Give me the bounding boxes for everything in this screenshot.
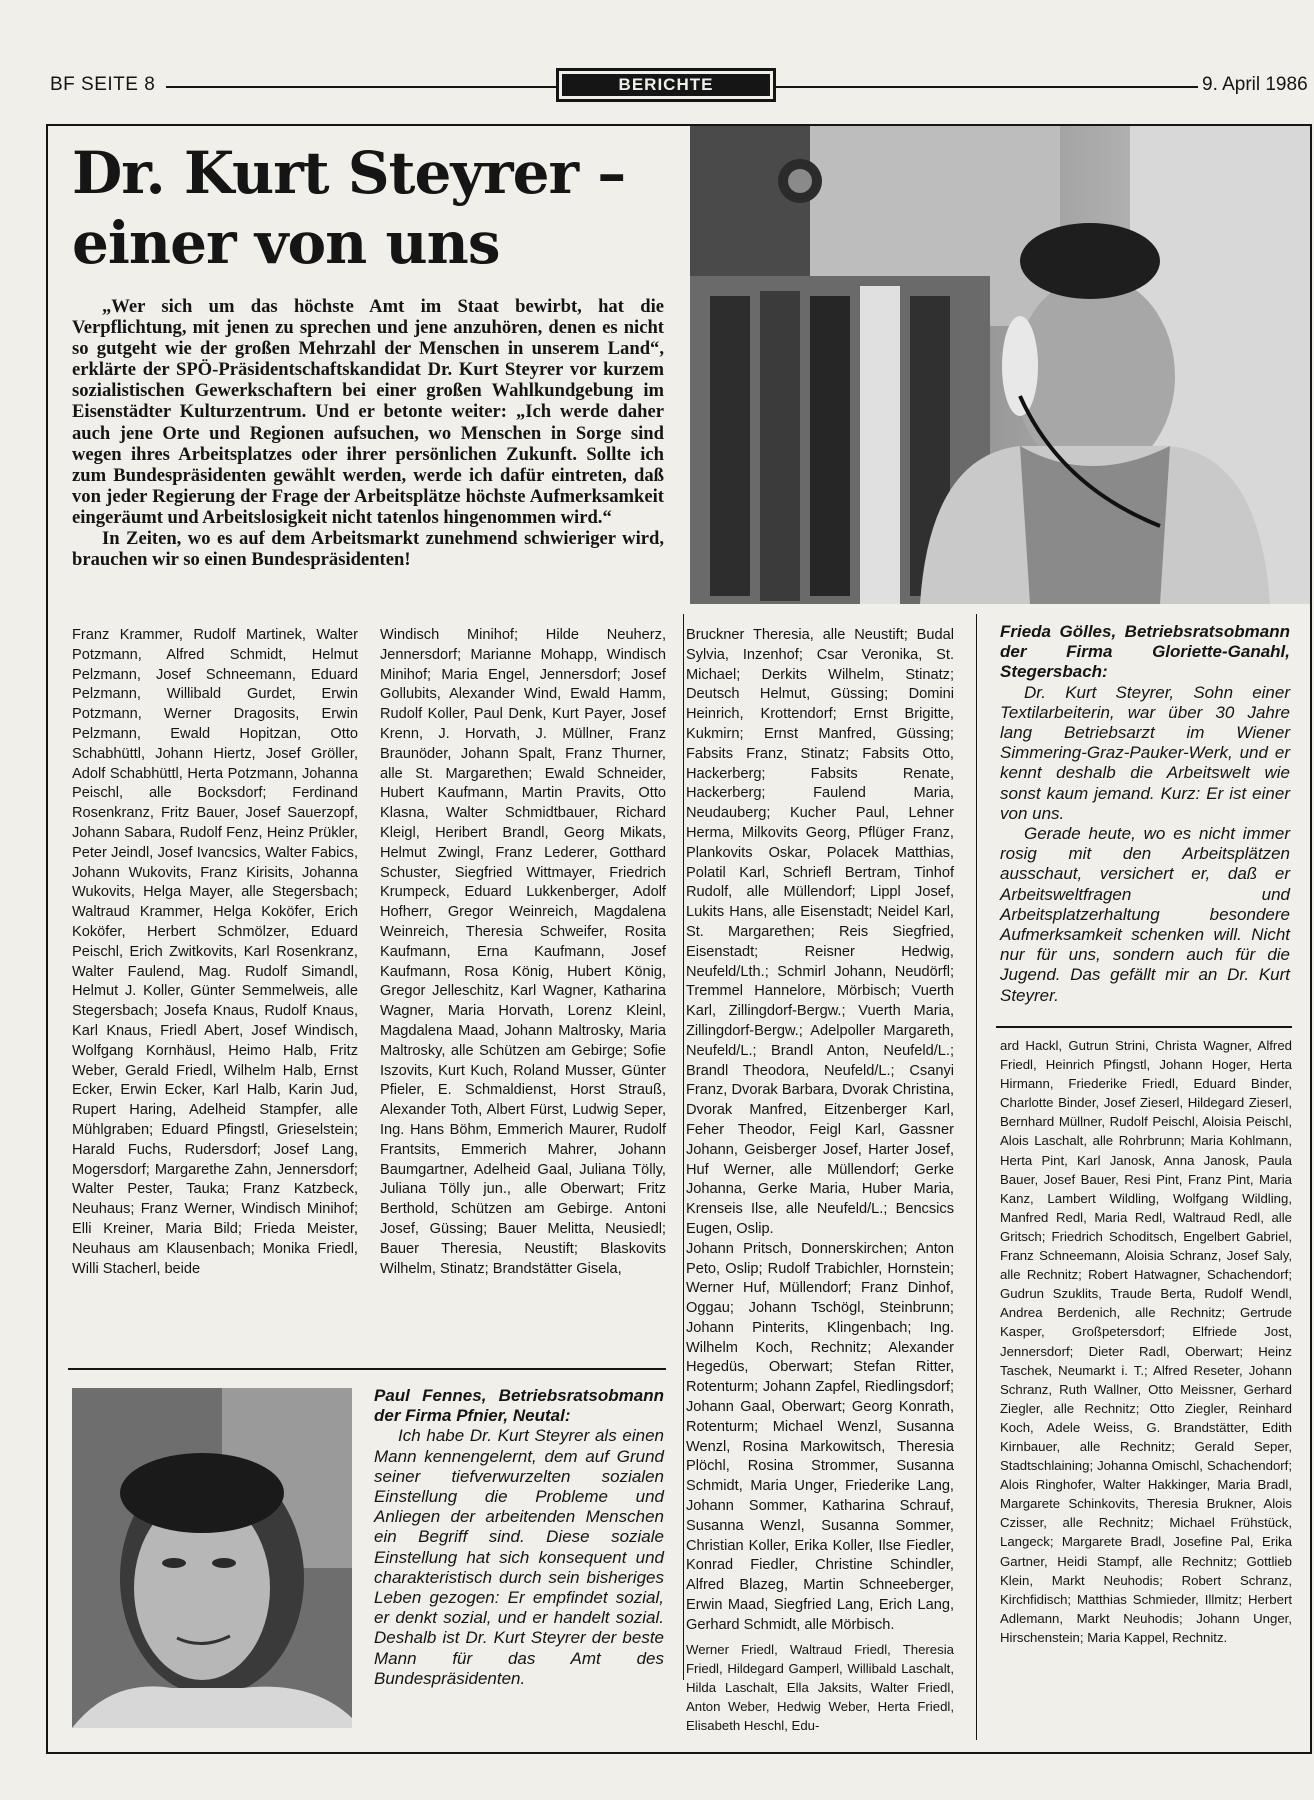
page-header	[0, 64, 1314, 110]
name-list-col-4: ard Hackl, Gutrun Strini, Christa Wagner, Alfred Friedl, Heinrich Pfingstl, Johann Hoger, Herta Hirmann, Friederike Friedl, Eduard Binder, Charlotte Binder, Josef Zieserl, Hildegard Zieserl, Bernhard Müllner, Rudolf Peischl, Aloisia Peischl, Alois Laschalt, alle Rohrbrunn; Maria Kohlmann, Herta Pint, Karl Janosk, Anna Janosk, Paula Bauer, Josef Bauer, Resi Pint, Franz Pint, Maria Kanz, Lambert Wildling, Wolfgang Wildling, Manfred Redl, Maria Redl, Waltraud Redl, alle Gritsch; Friedrich Schoditsch, Engelbert Gabriel, Franz Schneemann, Aloisia Schranz, Josef Saly, alle Rechnitz; Robert Hatwagner, Schachendorf; Gudrun Szuklits, Traude Berta, Rudolf Wendl, Andrea Berdenich, alle Rechnitz; Gertrude Kasper, Großpetersdorf; Elfriede Jost, Jennersdorf; Dieter Radl, Oberwart; Heinz Taschek, Neumarkt i. T.; Alfred Reseter, Johann Schranz, Ruth Wallner, Otto Meissner, Gerhard Ziegler, alle Rechnitz; Otto Ziegler, Reinhard Koch, Adele Weiss, G. Brandstätter, Edith Kirnbauer, alle Rechnitz; Gerald Seper, Stadtschlaining; Johanna Omischl, Schachendorf; Alois Ringhofer, Walter Hakkinger, Maria Bradl, Margarete Schinkovits, Theresia Brukner, Alois Czisser, alle Rechnitz; Michael Frühstück, Langeck; Margarete Bradl, Josefine Pal, Erika Gartner, Heidi Stampf, alle Rechnitz; Gottlieb Klein, Markt Neuhodis; Robert Schranz, Kirchfidisch; Matthias Schmieder, Illmitz; Herbert Adlemann, Markt Neuhodis; Johann Unger, Hirschenstein; Maria Kappel, Rechnitz.	[1000, 1038, 1292, 1645]
name-list-col-3	[686, 626, 954, 1636]
section-rule-left	[68, 1368, 666, 1370]
lead-paragraph-1: „Wer sich um das höchste Amt im Staat bewirbt, hat die Verpflichtung, mit jenen zu sprechen und jene anzuhören, denen es nicht so gutgeht wie der großen Mehrzahl der Menschen in unserem Land“, erklärte der SPÖ-Präsidentschaftskandidat Dr. Kurt Steyrer vor kurzem sozialistischen Gewerkschaftern bei einer großen Wahlkundgebung im Eisenstädter Kulturzentrum. Und er betonte weiter: „Ich werde daher auch jene Orte und Regionen aufsuchen, wo Menschen in Sorge sind wegen ihres Arbeitsplatzes oder ihrer persönlichen Zukunft. Sollte ich zum Bundespräsidenten gewählt werden, werde ich dafür eintreten, daß von jeder Regierung der Frage der Arbeitsplätze höchste Aufmerksamkeit eingeräumt und Arbeitslosigkeit nicht tatenlos hingenommen wird.“	[72, 296, 664, 528]
quote-paul-fennes	[374, 1386, 664, 1689]
lead-paragraph-2: In Zeiten, wo es auf dem Arbeitsmarkt zunehmend schwieriger wird, brauchen wir so einen Bundespräsidenten!	[72, 528, 664, 571]
quote-golles-title: Frieda Gölles, Betriebsratsobmann der Firma Gloriette-Ganahl, Stegersbach:	[1000, 622, 1290, 682]
name-list-col-1: Franz Krammer, Rudolf Martinek, Walter Potzmann, Alfred Schmidt, Helmut Pelzmann, Josef Schneemann, Eduard Pelzmann, Willibald Gurdet, Erwin Potzmann, Werner Dragosits, Erwin Pelzmann, Ewald Hopitzan, Otto Schabhüttl, Johann Hiertz, Josef Gröller, Adolf Schabhüttl, Herta Potzmann, Johanna Peischl, alle Bocksdorf; Ferdinand Rosenkranz, Fritz Bauer, Josef Sauerzopf, Johann Sabara, Rudolf Fenz, Heinz Prükler, Peter Jeindl, Josef Ivancsics, Walter Fabics, Johann Wukovits, Franz Kirisits, Johanna Wukovits, Helga Mayer, alle Stegersbach; Waltraud Krammer, Helga Koköfer, Erich Koköfer, Herbert Schmölzer, Eduard Peischl, Erich Zwitkovits, Karl Rosenkranz, Walter Faulend, Mag. Rudolf Simandl, Helmut J. Koller, Günter Semmelweis, alle Stegersbach; Josefa Knaus, Rudolf Knaus, Karl Knaus, Friedl Abert, Josef Windisch, Wolfgang Kornhäusl, Heimo Halb, Fritz Weber, Gerald Friedl, Wilhelm Halb, Ernst Ecker, Erwin Ecker, Karl Halb, Karin Jud, Rupert Haring, Adelheid Stampfer, alle Mühlgraben; Eduard Pfingstl, Grieselstein; Harald Fuchs, Rudersdorf; Josef Lang, Mogersdorf; Margarethe Zahn, Jennersdorf; Walter Pester, Tauka; Franz Katzbeck, Neuhaus; Franz Werner, Windisch Minihof; Elli Kreiner, Maria Bild; Frieda Meister, Neuhaus am Klausenbach; Monika Friedl, Willi Stacherl, beide	[72, 627, 358, 1277]
quote-fennes-title: Paul Fennes, Betriebsratsobmann der Firma Pfnier, Neutal:	[374, 1386, 664, 1426]
quote-golles-text-1: Dr. Kurt Steyrer, Sohn einer Textilarbeiterin, war über 30 Jahre lang Betriebsarzt im Wiener Simmering-Graz-Pauker-Werk, und er kennt deshalb die Arbeitswelt wie sonst kaum jemand. Kurz: Er ist einer von uns.	[1000, 682, 1290, 823]
photo-paul-fennes	[72, 1388, 352, 1728]
lead-text	[72, 296, 664, 570]
headline	[72, 138, 692, 278]
header-rule-right	[776, 86, 1198, 88]
name-list-col-2: Windisch Minihof; Hilde Neuherz, Jennersdorf; Marianne Mohapp, Windisch Minihof; Maria Engel, Jennersdorf; Josef Gollubits, Alexander Wind, Ewald Hamm, Rudolf Koller, Paul Denk, Kurt Payer, Josef Krenn, J. Horvath, J. Müllner, Franz Braunöder, Johann Spalt, Franz Thurner, alle St. Margarethen; Ewald Schneider, Hubert Kaufmann, Martin Pravits, Otto Klasna, Walter Schmidtbauer, Richard Kleigl, Heribert Brandl, Georg Mikats, Helmut Zwingl, Franz Lederer, Gotthard Schuster, Siegfried Wittmayer, Friedrich Krumpeck, Eduard Lukkenberger, Adolf Hofherr, Gregor Weinreich, Magdalena Weinreich, Theresia Schweifer, Rosita Kaufmann, Erna Kaufmann, Josef Kaufmann, Rosa König, Hubert König, Gregor Jelleschitz, Karl Wagner, Katharina Wagner, Maria Horvath, Lorenz Kleinl, Magdalena Maad, Johann Maltrosky, Maria Maltrosky, alle Schützen am Gebirge; Sofie Iszovits, Kurt Kuch, Roland Musser, Günter Pfieler, E. Schmaldienst, Horst Strauß, Alexander Toth, Albert Fürst, Ludwig Seper, Ing. Hans Böhm, Emmerich Maurer, Rudolf Frantsits, Emmerich Mahrer, Johann Baumgartner, Adelheid Gaal, Juliana Tölly, Juliana Tölly jun., alle Oberwart; Fritz Berthold, Schützen am Gebirge. Antoni Josef, Güssing; Bauer Melitta, Neusiedl; Bauer Theresia, Neustift; Blaskovits Wilhelm, Stinatz; Brandstätter Gisela,	[380, 627, 666, 1277]
quote-golles-text-2: Gerade heute, wo es nicht immer rosig mit den Arbeitsplätzen ausschaut, versichert er, daß er Arbeitsweltfragen und Arbeitsplatzerhaltung besondere Aufmerksamkeit schenken will. Nicht nur für uns, sondern auch für die Jugend. Das gefällt mir an Dr. Kurt Steyrer.	[1000, 824, 1290, 1005]
section-rule-right	[996, 1026, 1292, 1028]
quote-frieda-golles	[1000, 622, 1290, 1006]
name-list-col-3-part-1: Bruckner Theresia, alle Neustift; Budal Sylvia, Inzenhof; Csar Veronika, St. Michael; Derkits Wilhelm, Stinatz; Deutsch Helmut, Güssing; Domini Heinrich, Krottendorf; Ernst Brigitte, Kukmirn; Ernst Manfred, Güssing; Fabsits Franz, Stinatz; Fabsits Otto, Hackerberg; Fabsits Renate, Hackerberg; Faulend Maria, Neudauberg; Kucher Paul, Lehner Herma, Milkovits Georg, Pflüger Franz, Plankovits Oskar, Polacek Matthias, Polatil Karl, Schriefl Bertram, Tinhof Rudolf, alle Müllendorf; Lippl Josef, Lukits Hans, alle Eisenstadt; Neidel Karl, St. Margarethen; Reis Siegfried, Eisenstadt; Reisner Hedwig, Neufeld/Lth.; Schmirl Johann, Neudörfl; Tremmel Hannelore, Mörbisch; Vuerth Karl, Zillingdorf-Bergw.; Vuerth Maria, Zillingdorf-Bergw.; Adelpoller Margareth, Neufeld/L.; Brandl Anton, Neufeld/L.; Brandl Theodora, Neufeld/L.; Csanyi Franz, Dvorak Barbara, Dvorak Christina, Dvorak Manfred, Eitzenberger Karl, Feher Theodor, Feigl Karl, Gassner Johann, Geisberger Josef, Harter Josef, Huf Werner, alle Müllendorf; Gerke Johanna, Gerke Maria, Huber Maria, Krenseis Ilse, alle Neufeld/L.; Bencsics Eugen, Oslip.	[686, 627, 954, 1237]
page-number-label: BF SEITE 8	[50, 74, 156, 95]
quote-fennes-text: Ich habe Dr. Kurt Steyrer als einen Mann kennengelernt, dem auf Grund seiner tiefverwurzelten sozialen Einstellung die Probleme und Anliegen der arbeitenden Menschen ein Begriff sind. Diese soziale Einstellung hat sich konsequent und charakteristisch durch sein bisheriges Leben gezogen: Er empfindet sozial, er denkt sozial, und er handelt sozial. Deshalb ist Dr. Kurt Steyrer der beste Mann für das Amt des Bundespräsidenten.	[374, 1426, 664, 1688]
section-label-box	[556, 68, 776, 102]
section-label: BERICHTE	[562, 74, 770, 96]
column-divider-1	[683, 614, 684, 1680]
column-divider-2	[976, 614, 977, 1740]
headline-line-2: einer von uns	[72, 209, 500, 277]
name-list-col-3-part-2: Johann Pritsch, Donnerskirchen; Anton Peto, Oslip; Rudolf Trabichler, Hornstein; Werner Huf, Müllendorf; Franz Dinhof, Oggau; Johann Tschögl, Steinbrunn; Johann Pinterits, Klingenbach; Ing. Wilhelm Koch, Rechnitz; Alexander Hegedüs, Oberwart; Stefan Ritter, Rotenturm; Johann Zapfel, Riedlingsdorf; Johann Gaal, Oberwart; Georg Konrath, Rotenturm; Michael Wenzl, Susanna Wenzl, Rosina Markowitsch, Theresia Plöchl, Rosina Strommer, Susanna Schmidt, Maria Unger, Friederike Lang, Johann Sommer, Katharina Schrauf, Susanna Wenzl, Susanna Sommer, Christian Koller, Erika Koller, Ilse Fiedler, Konrad Fiedler, Christine Schindler, Alfred Blazeg, Martin Schneeberger, Erwin Maad, Siegfried Lang, Erich Lang, Gerhard Schmidt, alle Mörbisch.	[686, 1240, 954, 1633]
headline-line-1: Dr. Kurt Steyrer –	[72, 139, 626, 207]
header-rule-left	[166, 86, 556, 88]
photo-frieda-golles	[690, 126, 1310, 604]
issue-date: 9. April 1986	[1198, 74, 1308, 96]
name-list-col-3-part-3: Werner Friedl, Waltraud Friedl, Theresia Friedl, Hildegard Gamperl, Willibald Laschalt, Hilda Laschalt, Ella Jaksits, Walter Friedl, Anton Weber, Hedwig Weber, Herta Friedl, Elisabeth Heschl, Edu-	[686, 1642, 954, 1734]
